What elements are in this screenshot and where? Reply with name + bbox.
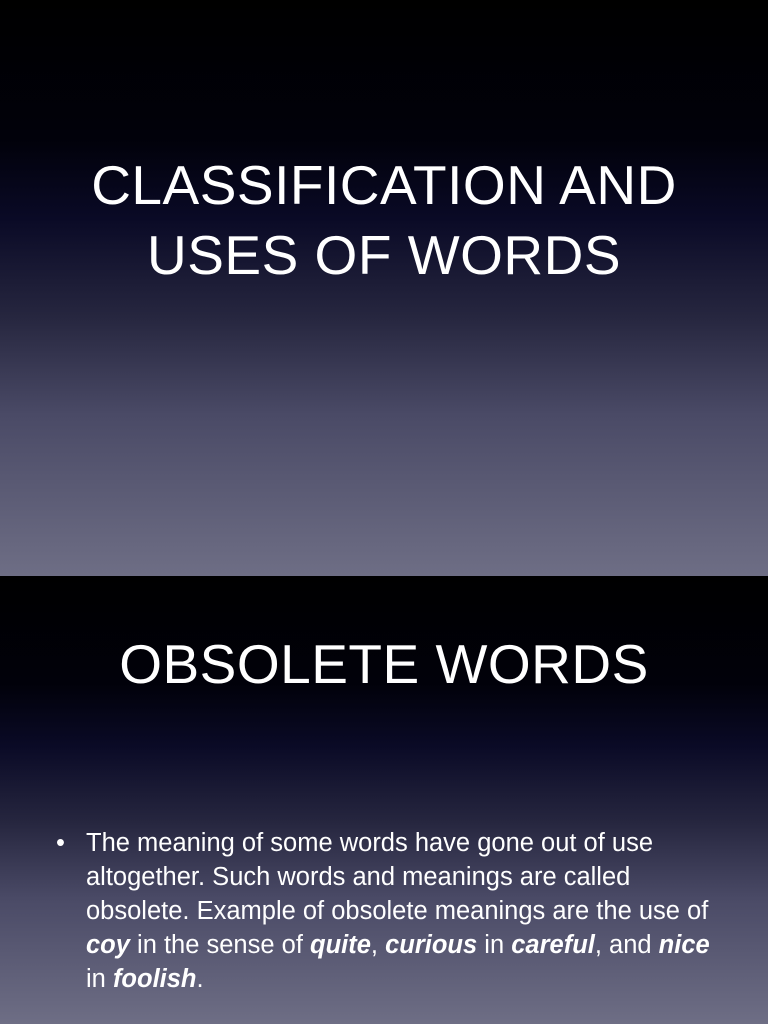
slide-1-title-line-2: USES OF WORDS [146,224,622,286]
slide-2 [0,576,768,1024]
example-word-coy: coy [86,931,130,959]
slide-1-title [0,150,768,290]
bullet-text-segment: in the sense of [129,931,310,959]
bullet-marker: • [56,829,65,857]
bullet-text-segment: , and [594,931,659,959]
bullet-text-segment: in [86,965,113,993]
bullet-item [56,826,716,996]
example-word-quite: quite [310,931,371,959]
example-word-foolish: foolish [112,965,197,993]
example-word-curious: curious [385,931,478,959]
slide-1-title-line-1: CLASSIFICATION AND [91,154,677,216]
bullet-text-segment: in [477,931,512,959]
example-word-nice: nice [658,931,710,959]
bullet-text-segment: The meaning of some words have gone out of use altogether. Such words and meanings are called obsolete. Example of obsolete meanings are the use of [86,829,709,925]
bullet-list [56,826,716,996]
bullet-text-segment: , [370,931,386,959]
bullet-text [86,829,710,993]
example-word-careful: careful [511,931,595,959]
slide-2-title: OBSOLETE WORDS [119,633,649,695]
bullet-text-segment: . [196,965,204,993]
